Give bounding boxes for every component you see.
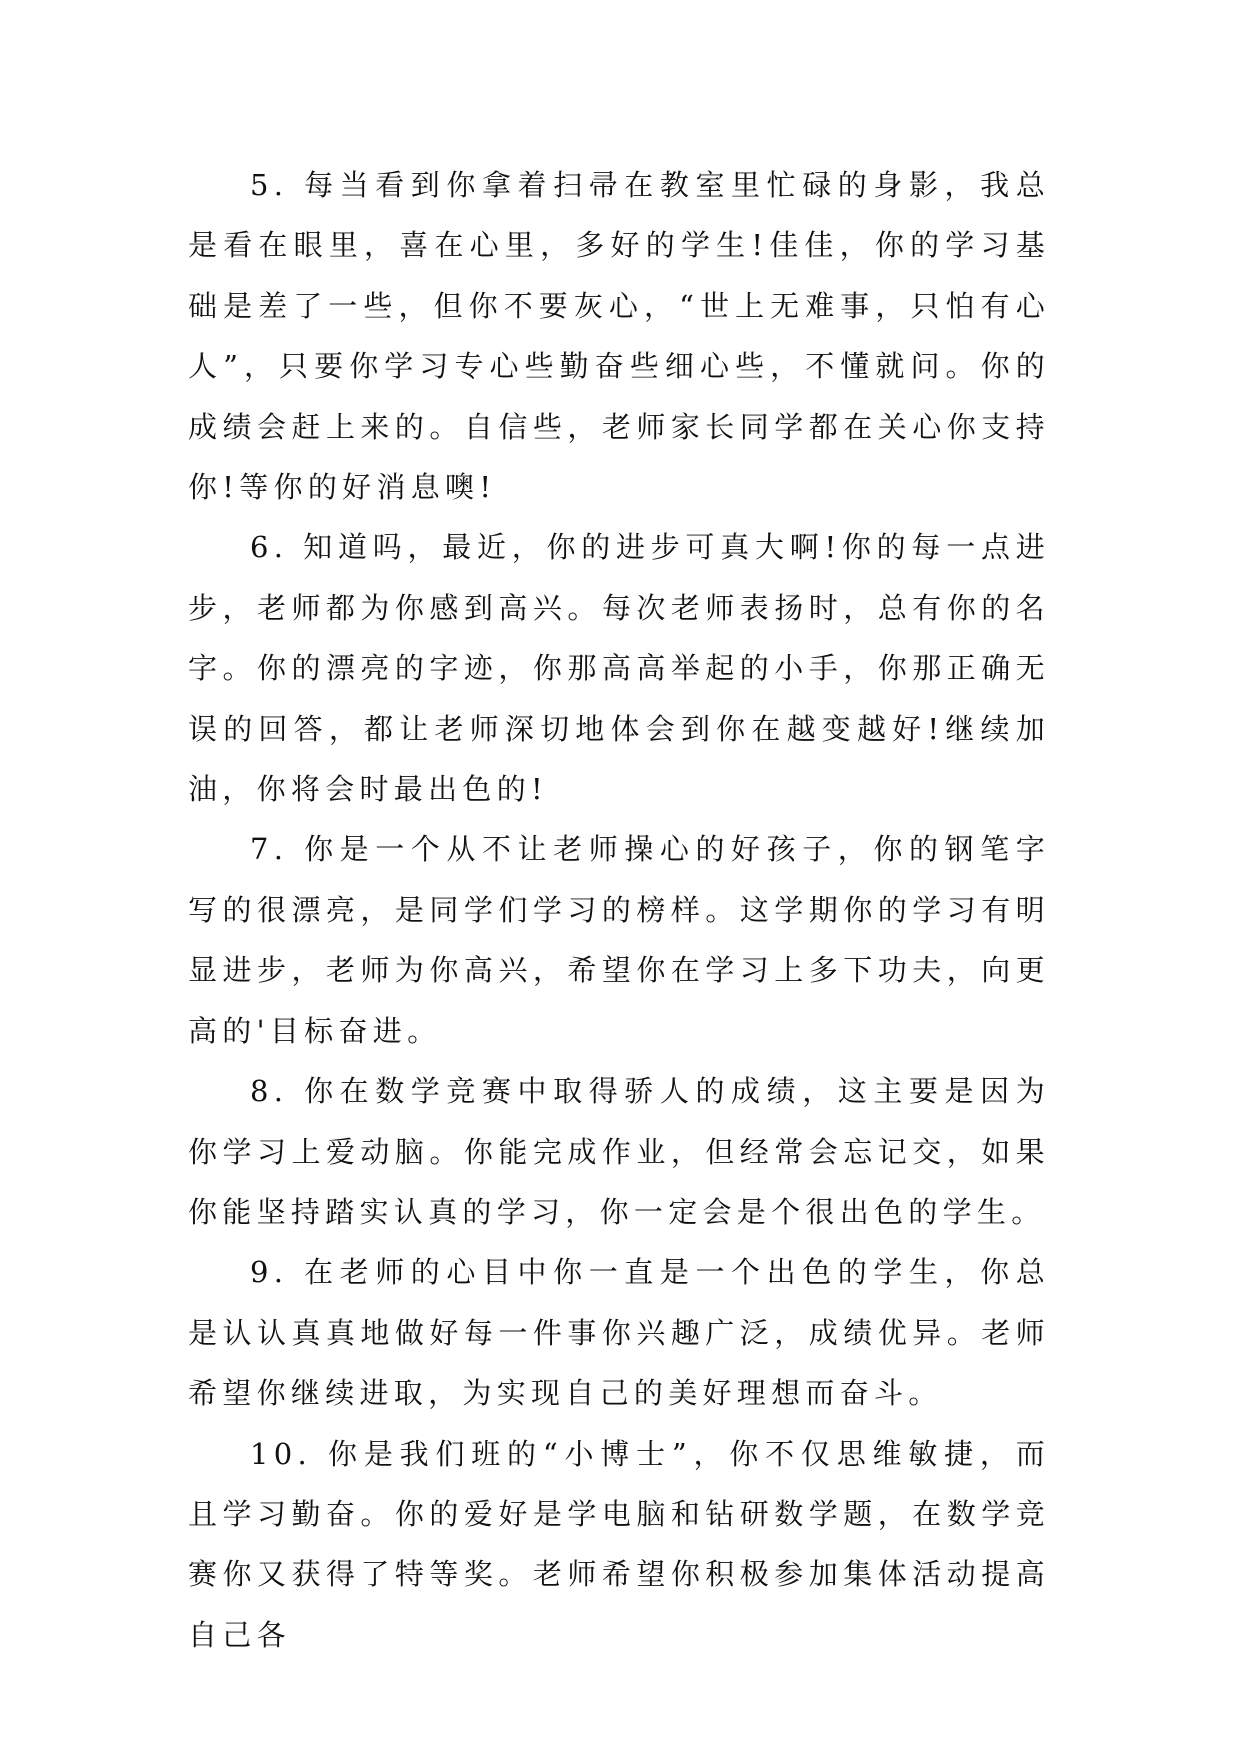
paragraph-comment-5: 5. 每当看到你拿着扫帚在教室里忙碌的身影，我总是看在眼里，喜在心里，多好的学生!佳佳，你的学习基础是差了一些，但你不要灰心，“世上无难事，只怕有心人”，只要你学习专心些勤奋些细心些，不懂就问。你的成绩会赶上来的。自信些，老师家长同学都在关心你支持你!等你的好消息噢! bbox=[188, 168, 1050, 505]
paragraph-comment-8: 8. 你在数学竞赛中取得骄人的成绩，这主要是因为你学习上爱动脑。你能完成作业，但经常会忘记交，如果你能坚持踏实认真的学习，你一定会是个很出色的学生。 bbox=[188, 1074, 1050, 1229]
document-page bbox=[188, 155, 1050, 1665]
paragraph-comment-6: 6. 知道吗，最近，你的进步可真大啊!你的每一点进步，老师都为你感到高兴。每次老师表扬时，总有你的名字。你的漂亮的字迹，你那高高举起的小手，你那正确无误的回答，都让老师深切地体会到你在越变越好!继续加油，你将会时最出色的! bbox=[188, 530, 1050, 807]
paragraph-comment-7: 7. 你是一个从不让老师操心的好孩子，你的钢笔字写的很漂亮，是同学们学习的榜样。这学期你的学习有明显进步，老师为你高兴，希望你在学习上多下功夫，向更高的'目标奋进。 bbox=[188, 832, 1050, 1048]
paragraph-comment-9: 9. 在老师的心目中你一直是一个出色的学生，你总是认认真真地做好每一件事你兴趣广泛，成绩优异。老师希望你继续进取，为实现自己的美好理想而奋斗。 bbox=[188, 1255, 1050, 1411]
paragraph-comment-10: 10. 你是我们班的“小博士”，你不仅思维敏捷，而且学习勤奋。你的爱好是学电脑和钻研数学题，在数学竞赛你又获得了特等奖。老师希望你积极参加集体活动提高自己各 bbox=[188, 1436, 1050, 1652]
